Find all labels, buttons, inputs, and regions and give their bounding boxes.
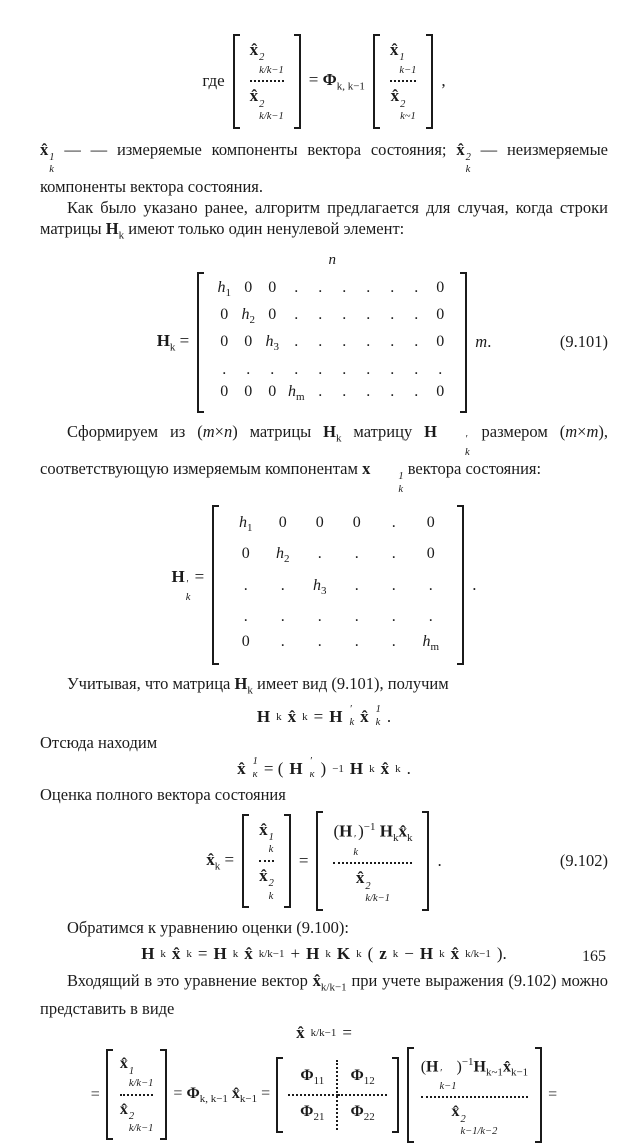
- vector-entry: x̂ 2 k/k−1: [249, 40, 284, 76]
- equation-final-line2: [40, 1047, 608, 1143]
- matrix-cell: .: [294, 306, 299, 324]
- matrix-cell: .: [318, 360, 323, 378]
- vector-body: [414, 1047, 535, 1143]
- vector-entry: x̂ 2 k~1: [390, 86, 416, 122]
- dotted-divider: [250, 80, 284, 82]
- equation-operator: =: [298, 850, 309, 870]
- matrix-cell: 0: [244, 333, 253, 351]
- matrix-cell: 0: [426, 514, 435, 532]
- matrix-cell: 0: [436, 279, 445, 297]
- matrix-cell: .: [414, 333, 419, 351]
- column-vector: [106, 1049, 168, 1140]
- equation-lead-word: где: [202, 71, 225, 91]
- equation-tail: .: [437, 850, 442, 870]
- vector-body: [113, 1049, 161, 1140]
- matrix-cell: .: [354, 576, 359, 594]
- matrix-row: [212, 381, 452, 408]
- matrix-cell: 0: [436, 382, 445, 400]
- page-number: 165: [582, 948, 606, 965]
- equation-h-prime: [40, 505, 608, 665]
- column-vector: [242, 814, 291, 909]
- matrix-cell: .: [280, 632, 285, 650]
- vector-entry: (H ′ k−1 )$^{-1}H_{k\sim 1}x̂_{k-1}$: [420, 1055, 529, 1092]
- matrix-cell: $h_3$: [313, 576, 327, 597]
- bracket-right: [460, 272, 467, 413]
- matrix-cell: .: [414, 306, 419, 324]
- vector-entry: x̂ 2 k/k−1: [355, 868, 390, 904]
- matrix-cell: .: [390, 306, 395, 324]
- matrix-cell: .: [366, 333, 371, 351]
- paragraph-given: Учитывая, что матрица $H_k$ имеет вид (9.101), получим: [67, 674, 449, 697]
- matrix-cell: $h_2$: [276, 545, 290, 566]
- bracket-right: [284, 814, 291, 909]
- paragraph-incoming-vector: Входящий в это уравнение вектор $x̂_{k/k-1}$ при учете выражения (9.102) можно представить в виде: [40, 970, 608, 1018]
- matrix-cell: $h_3$: [265, 333, 280, 354]
- matrix-cell: .: [414, 279, 419, 297]
- matrix-cell: .: [222, 360, 227, 378]
- matrix-cell: .: [391, 576, 396, 594]
- matrix-row: [212, 359, 452, 381]
- matrix-row: [227, 541, 449, 572]
- equation-number: (9.102): [559, 850, 608, 870]
- vector-entry: x̂ 1 k/k−1: [119, 1055, 154, 1090]
- equation-tail-equals: =: [548, 1085, 558, 1103]
- matrix-cell: .: [366, 279, 371, 297]
- matrix-cell: $h_1$: [217, 279, 232, 300]
- phi-block-matrix: [276, 1057, 399, 1133]
- column-vector: [316, 811, 429, 910]
- bracket-left: [316, 811, 323, 910]
- matrix-cell: .: [318, 333, 323, 351]
- equation-lhs: $x̂_k$ =: [206, 849, 235, 873]
- matrix-cell: 0: [315, 514, 324, 532]
- equation-lhs: $H_k$ =: [156, 331, 190, 354]
- paragraph-turn-to-9100: Обратимся к уравнению оценки (9.100):: [67, 917, 349, 937]
- matrix-cell: $h_m$: [287, 382, 305, 403]
- matrix-cell: .: [354, 545, 359, 563]
- bracket-left: [407, 1047, 414, 1143]
- matrix-cell: .: [342, 360, 347, 378]
- matrix-cell: .: [342, 306, 347, 324]
- matrix-cell: 0: [268, 306, 277, 324]
- matrix-cell: .: [391, 607, 396, 625]
- matrix-cell: $h_2$: [241, 306, 256, 327]
- matrix-cell: .: [294, 333, 299, 351]
- matrix-row: [227, 629, 449, 660]
- matrix-cell: .: [354, 607, 359, 625]
- equation-lhs: H ′ k =: [171, 567, 205, 603]
- matrix-grid: [204, 272, 460, 413]
- matrix-cell: .: [390, 279, 395, 297]
- vector-entry: x̂ 2 k: [259, 865, 274, 902]
- column-vector: [233, 34, 301, 129]
- matrix-cell: $\Phi_{22}$: [350, 1102, 375, 1123]
- column-count-label: n: [328, 252, 337, 269]
- vector-entry: x̂ 1 k−1: [389, 40, 417, 76]
- paragraph-form-matrix: Сформируем из (m×n) матрицы $H_k$ матрицу H ′ k размером (m×m), соответствующую измеряемым компонентам x 1 k вектора состояния:: [40, 421, 608, 495]
- matrix-cell: .: [390, 360, 395, 378]
- matrix-cell: $h_1$: [239, 514, 253, 535]
- matrix-cell: .: [428, 607, 433, 625]
- equation-lead-equals: =: [90, 1085, 100, 1103]
- matrix-cell: $\Phi_{11}$: [288, 1060, 338, 1096]
- bracket-right: [160, 1049, 167, 1140]
- dotted-divider: [390, 80, 417, 82]
- matrix-cell: 0: [220, 306, 229, 324]
- matrix-cell: .: [317, 545, 322, 563]
- matrix-Hk: [197, 272, 467, 413]
- matrix-cell: .: [342, 333, 347, 351]
- matrix-cell: .: [317, 632, 322, 650]
- bracket-right: [457, 505, 464, 665]
- matrix-cell: .: [391, 545, 396, 563]
- matrix-cell: .: [280, 576, 285, 594]
- matrix-cell: 0: [436, 333, 445, 351]
- matrix-cell: $h_m$: [422, 632, 440, 654]
- matrix-cell: .: [366, 360, 371, 378]
- matrix-with-label: [195, 252, 469, 413]
- matrix-row: [227, 510, 449, 541]
- equation-number: (9.101): [559, 332, 608, 352]
- matrix-row: [212, 331, 452, 358]
- bracket-left: [233, 34, 240, 129]
- matrix-cell: .: [428, 576, 433, 594]
- matrix-cell: .: [318, 306, 323, 324]
- matrix-cell: .: [318, 382, 323, 400]
- equation-9101: [40, 252, 608, 413]
- matrix-cell: 0: [436, 306, 445, 324]
- matrix-cell: .: [414, 382, 419, 400]
- matrix-cell: .: [354, 632, 359, 650]
- matrix-cell: 0: [352, 514, 361, 532]
- matrix-Hk-prime: [212, 505, 464, 665]
- matrix-cell: 0: [241, 545, 250, 563]
- matrix-grid: [219, 505, 457, 665]
- matrix-cell: .: [318, 279, 323, 297]
- vector-body: [380, 34, 427, 129]
- matrix-row: [227, 573, 449, 604]
- dotted-divider: [333, 862, 412, 864]
- bracket-right: [422, 811, 429, 910]
- paragraph-algorithm: Как было указано ранее, алгоритм предлагается для случая, когда строки матрицы $H_k$ имеют только один ненулевой элемент:: [40, 197, 608, 242]
- equation-tail: ,: [441, 71, 446, 91]
- paragraph-hence: Отсюда находим: [40, 733, 158, 753]
- equation-operator: = $\Phi_{k, k-1}$ $x̂_{k-1}$ =: [173, 1084, 271, 1105]
- equation-operator: = $\Phi_{k, k-1}$: [308, 70, 365, 93]
- vector-body: [323, 811, 422, 910]
- phi-grid: [283, 1057, 392, 1133]
- matrix-cell: .: [270, 360, 275, 378]
- bracket-right: [535, 1047, 542, 1143]
- matrix-cell: 0: [278, 514, 287, 532]
- matrix-cell: .: [414, 360, 419, 378]
- bracket-left: [276, 1057, 283, 1133]
- matrix-cell: .: [342, 382, 347, 400]
- column-vector: [407, 1047, 542, 1143]
- vector-entry: x̂ 2 k/k−1: [119, 1100, 154, 1135]
- equation-9102: [40, 811, 608, 910]
- equation-update: H k x̂ k = H k x̂ k/k−1 + H k K k ( z k − H k x̂ k/k−1 ).: [141, 943, 507, 963]
- matrix-cell: .: [390, 333, 395, 351]
- paragraph-measured-components: x̂ 1 k — — измеряемые компоненты вектора состояния; x̂ 2 k — неизмеряемые компоненты вектора состояния.: [40, 139, 609, 196]
- bracket-left: [197, 272, 204, 413]
- bracket-left: [373, 34, 380, 129]
- matrix-cell: 0: [220, 333, 229, 351]
- matrix-cell: .: [243, 576, 248, 594]
- matrix-cell: .: [391, 632, 396, 650]
- bracket-left: [212, 505, 219, 665]
- matrix-cell: 0: [241, 632, 250, 650]
- matrix-cell: 0: [244, 382, 253, 400]
- dotted-divider: [421, 1096, 528, 1098]
- matrix-cell: .: [391, 514, 396, 532]
- dotted-divider: [120, 1094, 154, 1096]
- matrix-cell: .: [390, 382, 395, 400]
- matrix-cell: .: [280, 607, 285, 625]
- bracket-left: [106, 1049, 113, 1140]
- equation-prediction: [40, 34, 608, 129]
- vector-body: [240, 34, 294, 129]
- vector-entry: (H ′ k )$^{-1}$ $H_kx̂_k$: [333, 821, 413, 858]
- row-count-label: m.: [475, 332, 492, 352]
- matrix-cell: .: [243, 607, 248, 625]
- matrix-cell: 0: [220, 382, 229, 400]
- matrix-cell: .: [366, 306, 371, 324]
- matrix-cell: .: [317, 607, 322, 625]
- vector-body: [249, 814, 284, 909]
- equation-hx: H k x̂ k = H ′ k x̂ 1 k .: [256, 704, 392, 728]
- matrix-cell: .: [246, 360, 251, 378]
- equation-x1: x̂ 1 к = ( H ′ к ) −1 H k x̂ k .: [237, 756, 411, 780]
- matrix-row: [227, 604, 449, 629]
- matrix-cell: .: [366, 382, 371, 400]
- matrix-cell: $\Phi_{21}$: [288, 1096, 338, 1130]
- bracket-right: [392, 1057, 399, 1133]
- matrix-cell: 0: [268, 279, 277, 297]
- matrix-cell: 0: [426, 545, 435, 563]
- matrix-cell: $\Phi_{12}$: [338, 1060, 386, 1096]
- matrix-cell: .: [294, 360, 299, 378]
- equation-final-line1: x̂ k/k−1 =: [296, 1022, 352, 1042]
- equation-tail: .: [472, 575, 477, 595]
- dotted-divider: [259, 860, 274, 862]
- vector-entry: x̂ 2 k−1/k−2: [451, 1103, 498, 1138]
- vector-entry: x̂ 1 k: [259, 819, 274, 856]
- vector-entry: x̂ 2 k/k−1: [249, 86, 284, 122]
- matrix-cell: 0: [268, 382, 277, 400]
- bracket-right: [426, 34, 433, 129]
- matrix-cell: 0: [244, 279, 253, 297]
- matrix-row: [212, 304, 452, 331]
- matrix-cell: .: [294, 279, 299, 297]
- matrix-cell: .: [438, 360, 443, 378]
- bracket-right: [294, 34, 301, 129]
- bracket-left: [242, 814, 249, 909]
- paragraph-estimate: Оценка полного вектора состояния: [40, 785, 286, 805]
- matrix-cell: .: [342, 279, 347, 297]
- matrix-row: [212, 277, 452, 304]
- column-vector: [373, 34, 434, 129]
